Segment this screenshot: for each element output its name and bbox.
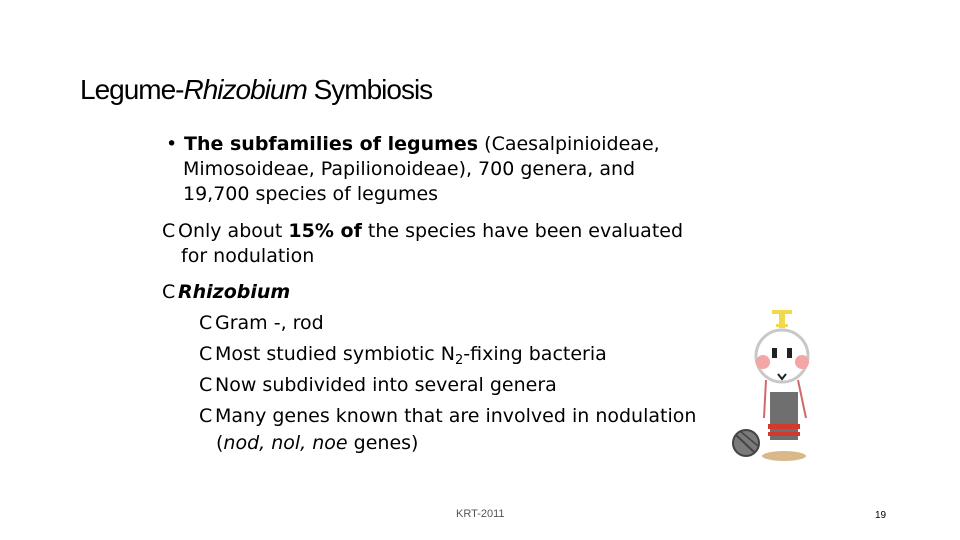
title-italic: Rhizobium: [183, 74, 307, 105]
bullet-2-bold: 15% of: [288, 220, 362, 242]
footer-text: KRT-2011: [456, 508, 505, 520]
gene-names: nod, nol, noe: [223, 432, 348, 454]
bullet-2-line-2: for nodulation: [181, 245, 315, 267]
bullet-1-bold: The subfamilies of legumes: [184, 133, 479, 155]
bullet-3-rhizobium: Rhizobium: [178, 281, 291, 303]
sub-bullet-1-text: Gram -, rod: [215, 312, 324, 334]
pixel-robot-mascot-icon: [720, 300, 840, 470]
sub-bullet-2-subscript: 2: [454, 353, 464, 368]
sub-bullet-2-pre: Most studied symbiotic N: [215, 343, 455, 365]
bullet-1-text: (Caesalpinioideae,: [478, 133, 660, 155]
title-prefix: Legume-: [80, 74, 184, 105]
sub-bullet-4-line-2: [216, 432, 418, 454]
paren-open: (: [216, 432, 224, 454]
page-number: 19: [875, 510, 887, 521]
bullet-symbol: C: [199, 312, 213, 334]
bullet-3-line-1: [162, 281, 290, 303]
sub-bullet-2-post: -fixing bacteria: [463, 343, 607, 365]
bullet-1-line-1: [166, 133, 660, 155]
bullet-symbol: C: [199, 405, 213, 427]
sub-bullet-3-text: Now subdivided into several genera: [215, 374, 557, 396]
bullet-1-line-2: Mimosoideae, Papilionoideae), 700 genera, and: [183, 158, 636, 180]
bullet-2-line-1: [162, 220, 683, 242]
bullet-symbol: C: [162, 281, 176, 303]
bullet-2-post: the species have been evaluated: [361, 220, 684, 242]
bullet-symbol: C: [199, 374, 213, 396]
paren-close: genes): [347, 432, 419, 454]
sub-bullet-3: [199, 374, 557, 396]
bullet-2-pre: Only about: [178, 220, 289, 242]
title-suffix: Symbiosis: [306, 74, 433, 105]
sub-bullet-4: [199, 405, 696, 427]
sub-bullet-1: [199, 312, 324, 334]
bullet-1-line-3: 19,700 species of legumes: [183, 183, 439, 205]
bullet-symbol: C: [162, 220, 176, 242]
bullet-dot: •: [166, 133, 178, 155]
bullet-symbol: C: [199, 343, 213, 365]
sub-bullet-4-text: Many genes known that are involved in nodulation: [215, 405, 697, 427]
sub-bullet-2: [199, 343, 607, 368]
